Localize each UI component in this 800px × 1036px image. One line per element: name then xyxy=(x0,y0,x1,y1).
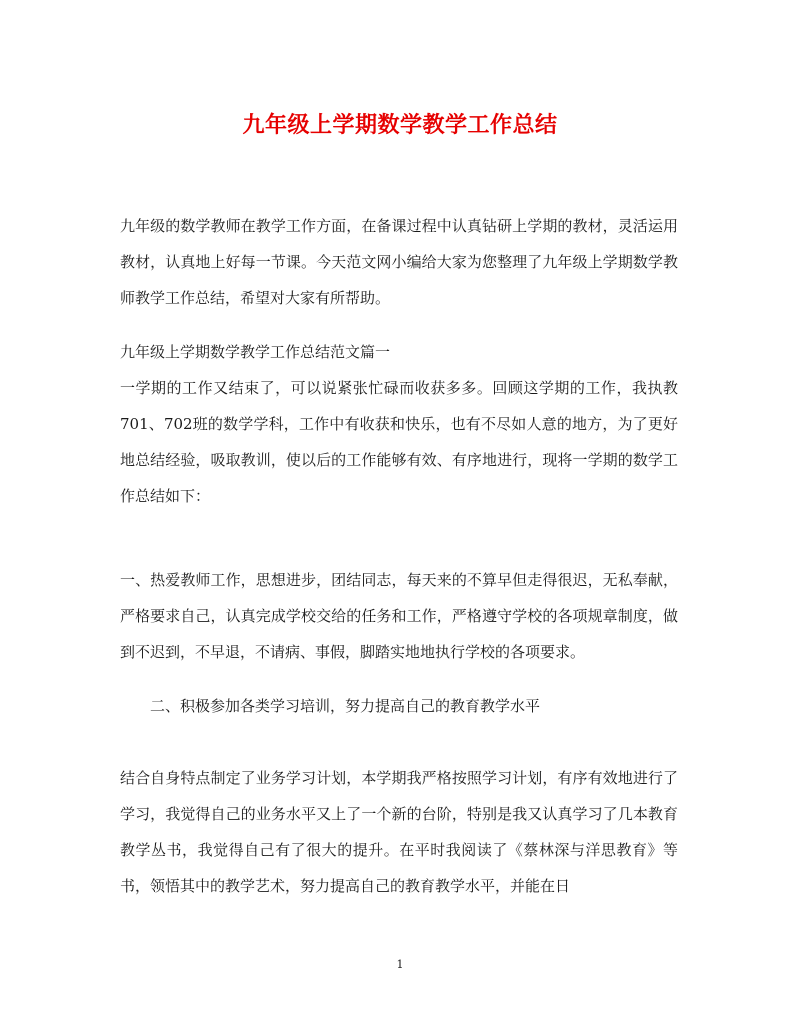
section-heading: 九年级上学期数学教学工作总结范文篇一 xyxy=(120,343,391,361)
intro-paragraph: 九年级的数学教师在教学工作方面，在备课过程中认真钻研上学期的教材，灵活运用教材，认真地上好每一节课。今天范文网小编给大家为您整理了九年级上学期数学教师教学工作总结，希望对大家有所帮助。 xyxy=(120,217,678,307)
body-paragraph: 一学期的工作又结束了，可以说紧张忙碌而收获多多。回顾这学期的工作，我执教701、702班的数学学科，工作中有收获和快乐，也有不尽如人意的地方，为了更好地总结经验，吸取教训，使以后的工作能够有效、有序地进行，现将一学期的数学工作总结如下： xyxy=(120,379,678,505)
subsection-heading: 二、积极参加各类学习培训，努力提高自己的教育教学水平 xyxy=(150,697,541,715)
body-paragraph: 结合自身特点制定了业务学习计划，本学期我严格按照学习计划，有序有效地进行了学习，我觉得自己的业务水平又上了一个新的台阶，特别是我又认真学习了几本教育教学丛书，我觉得自己有了很大的提升。在平时我阅读了《蔡林深与洋思教育》等书，领悟其中的教学艺术，努力提高自己的教育教学水平，并能在日 xyxy=(120,769,678,895)
document-title: 九年级上学期数学教学工作总结 xyxy=(242,112,558,138)
page-number: 1 xyxy=(396,958,404,971)
body-paragraph: 一、热爱教师工作，思想进步，团结同志，每天来的不算早但走得很迟，无私奉献，严格要求自己，认真完成学校交给的任务和工作，严格遵守学校的各项规章制度，做到不迟到，不早退，不请病、事假，脚踏实地地执行学校的各项要求。 xyxy=(120,571,678,661)
